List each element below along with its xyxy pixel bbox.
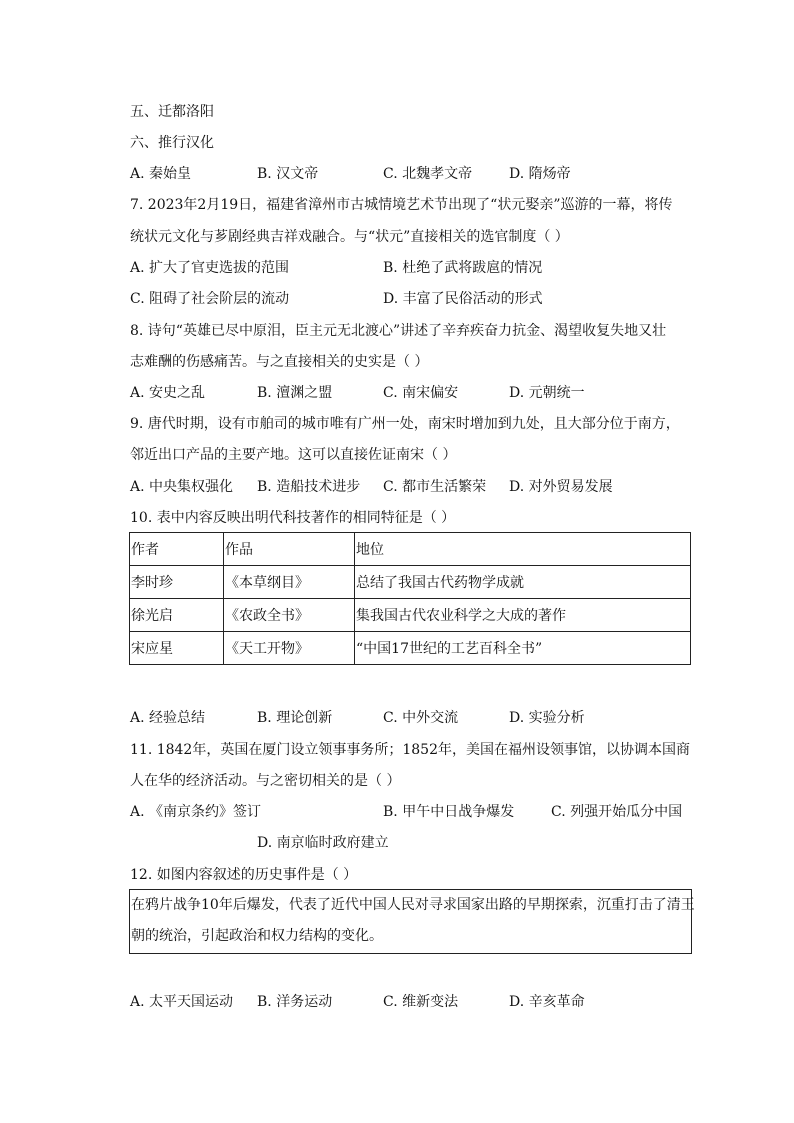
q9-option-b: B. 造船技术进步 <box>257 479 361 495</box>
q7-stem-line1: 7. 2023年2月19日，福建省漳州市古城情境艺术节出现了“状元娶亲”巡游的一幕，将传 <box>130 197 673 213</box>
q9-stem-line2: 邻近出口产品的主要产地。这可以直接佐证南宋（ ） <box>130 447 457 463</box>
q7-option-d: D. 丰富了民俗活动的形式 <box>383 291 543 307</box>
q9-option-c: C. 都市生活繁荣 <box>383 479 487 495</box>
q6-item-5: 五、迁都洛阳 <box>130 104 214 120</box>
table-cell: 李时珍 <box>130 566 224 599</box>
table-cell: 《本草纲目》 <box>224 566 355 599</box>
q9-option-d: D. 对外贸易发展 <box>509 479 613 495</box>
q12-quote-line2: 朝的统治，引起政治和权力结构的变化。 <box>131 928 383 944</box>
q10-stem: 10. 表中内容反映出明代科技著作的相同特征是（ ） <box>130 510 456 526</box>
table-cell: 总结了我国古代药物学成就 <box>355 566 691 599</box>
q11-stem-line2: 人在华的经济活动。与之密切相关的是（ ） <box>130 773 401 789</box>
q10-option-b: B. 理论创新 <box>257 710 333 726</box>
q10-option-d: D. 实验分析 <box>509 710 585 726</box>
q12-option-b: B. 洋务运动 <box>257 994 333 1010</box>
q12-quote-line1: 在鸦片战争10年后爆发，代表了近代中国人民对寻求国家出路的早期探索，沉重打击了清王 <box>131 897 695 913</box>
table-row <box>130 632 691 665</box>
q11-option-b: B. 甲午中日战争爆发 <box>383 804 515 820</box>
table-cell: 徐光启 <box>130 599 224 632</box>
table-cell: “中国17世纪的工艺百科全书” <box>355 632 691 665</box>
q7-option-c: C. 阻碍了社会阶层的流动 <box>130 291 290 307</box>
table-cell: 《天工开物》 <box>224 632 355 665</box>
table-cell: 宋应星 <box>130 632 224 665</box>
q8-stem-line2: 志难酬的伤感痛苦。与之直接相关的史实是（ ） <box>130 354 429 370</box>
q6-option-d: D. 隋炀帝 <box>509 166 571 182</box>
q11-option-c: C. 列强开始瓜分中国 <box>551 804 683 820</box>
q12-quote-box <box>129 889 695 954</box>
q12-option-c: C. 维新变法 <box>383 994 459 1010</box>
q11-stem-line1: 11. 1842年，英国在厦门设立领事事务所；1852年，美国在福州设领事馆，以协调本国商 <box>130 742 690 758</box>
q10-option-a: A. 经验总结 <box>130 710 206 726</box>
q7-option-a: A. 扩大了官吏选拔的范围 <box>130 260 290 276</box>
table-header-cell: 作者 <box>130 533 224 566</box>
table-header-cell: 作品 <box>224 533 355 566</box>
q6-option-b: B. 汉文帝 <box>257 166 319 182</box>
q12-option-a: A. 太平天国运动 <box>130 994 234 1010</box>
q12-stem: 12. 如图内容叙述的历史事件是（ ） <box>130 867 358 883</box>
q9-option-a: A. 中央集权强化 <box>130 479 234 495</box>
q12-option-d: D. 辛亥革命 <box>509 994 585 1010</box>
table-header-cell: 地位 <box>355 533 691 566</box>
table-cell: 集我国古代农业科学之大成的著作 <box>355 599 691 632</box>
q8-stem-line1: 8. 诗句“英雄已尽中原泪，臣主元无北渡心”讲述了辛弃疾奋力抗金、渴望收复失地又壮 <box>130 323 667 339</box>
q7-option-b: B. 杜绝了武将跋扈的情况 <box>383 260 543 276</box>
q11-option-a: A. 《南京条约》签订 <box>130 804 262 820</box>
q6-option-c: C. 北魏孝文帝 <box>383 166 473 182</box>
q11-option-d: D. 南京临时政府建立 <box>257 835 389 851</box>
q10-option-c: C. 中外交流 <box>383 710 459 726</box>
table-row <box>130 599 691 632</box>
table-cell: 《农政全书》 <box>224 599 355 632</box>
q8-option-c: C. 南宋偏安 <box>383 385 459 401</box>
q8-option-a: A. 安史之乱 <box>130 385 206 401</box>
q8-option-d: D. 元朝统一 <box>509 385 585 401</box>
table-row <box>130 566 691 599</box>
table-header-row <box>130 533 691 566</box>
q10-table <box>129 532 691 665</box>
q8-option-b: B. 澶渊之盟 <box>257 385 333 401</box>
q9-stem-line1: 9. 唐代时期，设有市舶司的城市唯有广州一处，南宋时增加到九处，且大部分位于南方， <box>130 416 680 432</box>
q6-item-6: 六、推行汉化 <box>130 135 214 151</box>
q7-stem-line2: 统状元文化与芗剧经典吉祥戏融合。与“状元”直接相关的选官制度（ ） <box>130 229 569 245</box>
q6-option-a: A. 秦始皇 <box>130 166 192 182</box>
